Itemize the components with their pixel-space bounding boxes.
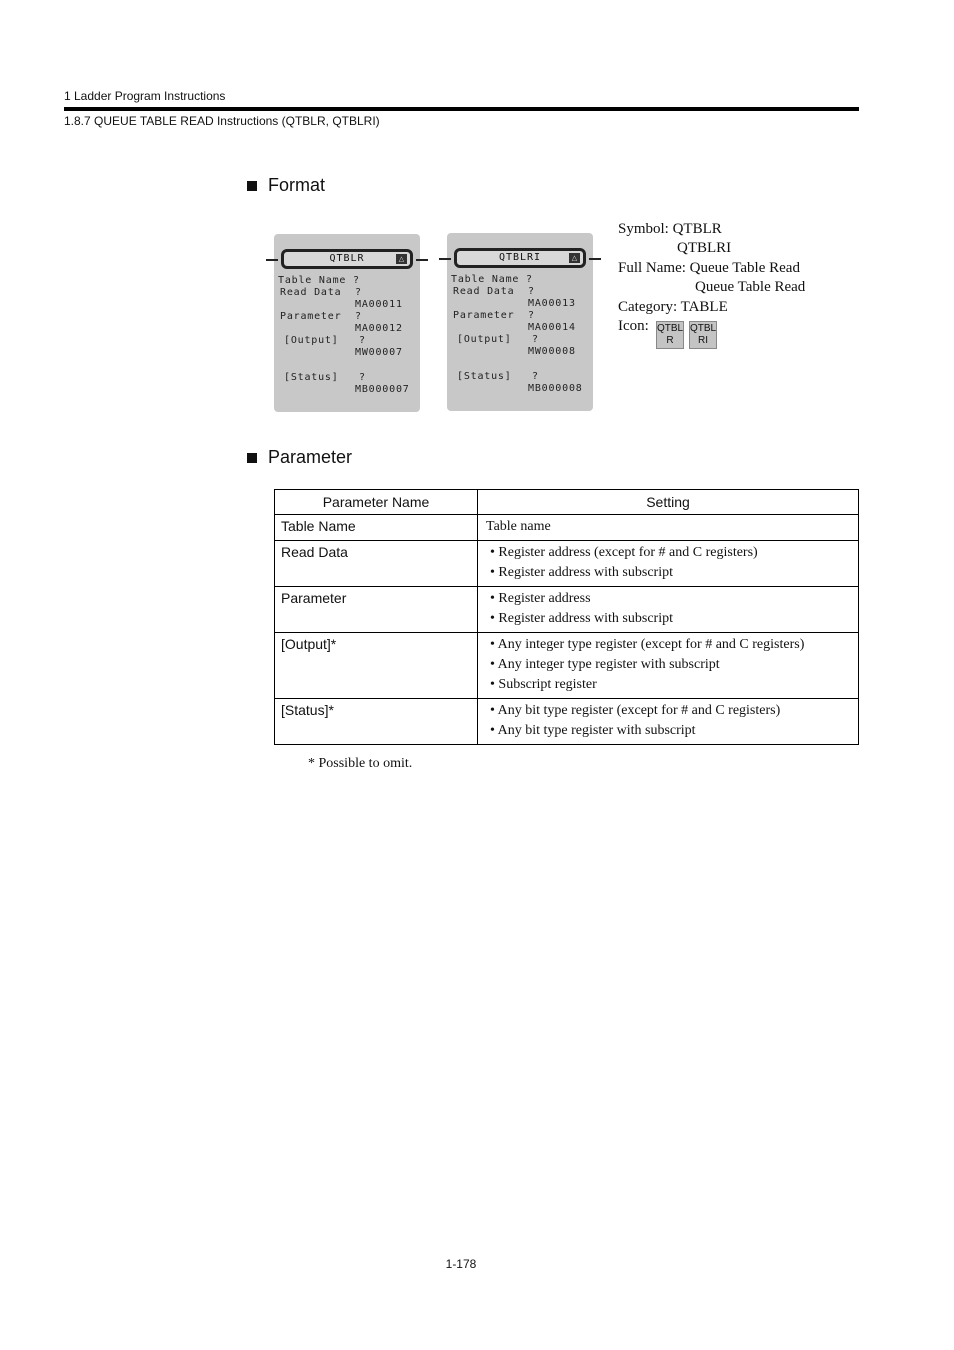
param-setting <box>478 587 859 633</box>
block-line: MA00014 <box>453 322 576 333</box>
table-row <box>275 515 859 541</box>
bullet-square-icon <box>247 181 257 191</box>
setting-item: Table name <box>486 519 551 534</box>
setting-item: • Register address <box>490 591 591 606</box>
block-line: [Output] ? <box>284 335 366 346</box>
qtblr-icon <box>656 321 684 349</box>
setting-item: • Register address (except for # and C registers) <box>490 545 758 560</box>
instruction-icons <box>656 321 717 349</box>
block-line: Table Name ? <box>278 275 360 286</box>
block-warning-icon: △ <box>569 253 580 263</box>
block-line: Parameter ? <box>280 311 362 322</box>
block-line: MA00013 <box>453 298 576 309</box>
param-name: Table Name <box>275 515 478 541</box>
param-name: Parameter <box>275 587 478 633</box>
footnote: * Possible to omit. <box>308 756 413 771</box>
block-line: MA00011 <box>280 299 403 310</box>
setting-item: • Any integer type register with subscript <box>490 657 720 672</box>
setting-item: • Subscript register <box>490 677 597 692</box>
format-heading-text: Format <box>268 175 326 195</box>
input-wire <box>439 258 451 260</box>
param-setting <box>478 699 859 745</box>
block-line: MA00012 <box>280 323 403 334</box>
table-row <box>275 699 859 745</box>
bullet-square-icon <box>247 453 257 463</box>
qtblri-icon-bottom: RI <box>698 335 708 346</box>
setting-item: • Any bit type register with subscript <box>490 723 696 738</box>
table-row <box>275 587 859 633</box>
chapter-header: 1 Ladder Program Instructions <box>64 89 226 103</box>
category-line: Category: TABLE <box>618 298 728 315</box>
param-name: [Status]* <box>275 699 478 745</box>
output-wire <box>589 258 601 260</box>
block-name: QTBLRI <box>498 252 542 263</box>
parameter-table <box>274 489 859 745</box>
setting-item: • Register address with subscript <box>490 611 673 626</box>
block-line: Read Data ? <box>280 287 362 298</box>
block-line: MW00008 <box>453 346 576 357</box>
table-row <box>275 633 859 699</box>
input-wire <box>266 259 278 261</box>
setting-item: • Register address with subscript <box>490 565 673 580</box>
format-heading <box>247 175 325 196</box>
block-line: MB000007 <box>280 384 410 395</box>
instruction-info <box>618 220 805 336</box>
column-header: Parameter Name <box>275 490 478 515</box>
param-setting <box>478 515 859 541</box>
param-setting <box>478 541 859 587</box>
block-name: QTBLR <box>329 253 365 264</box>
block-line: Table Name ? <box>451 274 533 285</box>
table-row <box>275 541 859 587</box>
param-setting <box>478 633 859 699</box>
qtblr-icon-top: QTBL <box>657 323 684 334</box>
parameter-heading-text: Parameter <box>268 447 353 467</box>
block-line: [Status] ? <box>457 371 539 382</box>
block-line: [Status] ? <box>284 372 366 383</box>
setting-item: • Any bit type register (except for # and C registers) <box>490 703 781 718</box>
icon-label: Icon: <box>618 318 649 335</box>
qtblri-icon-top: QTBL <box>690 323 717 334</box>
symbol-line-2: QTBLRI <box>677 240 732 257</box>
page-number: 1-178 <box>445 1257 477 1271</box>
fullname-line-2: Queue Table Read <box>695 279 806 296</box>
param-name: [Output]* <box>275 633 478 699</box>
qtblri-icon <box>689 321 717 349</box>
qtblr-block-diagram <box>274 234 420 412</box>
block-line: MW00007 <box>280 347 403 358</box>
symbol-line: Symbol: QTBLR <box>618 221 722 237</box>
block-line: MB000008 <box>453 383 583 394</box>
qtblri-block-diagram <box>447 233 593 411</box>
block-line: [Output] ? <box>457 334 539 345</box>
block-line: Read Data ? <box>453 286 535 297</box>
block-title-bar <box>454 248 586 268</box>
output-wire <box>416 259 428 261</box>
column-header: Setting <box>478 490 859 515</box>
parameter-heading <box>247 447 352 468</box>
block-warning-icon: △ <box>396 254 407 264</box>
qtblr-icon-bottom: R <box>666 335 674 346</box>
table-header-row <box>275 490 859 515</box>
fullname-line: Full Name: Queue Table Read <box>618 259 800 276</box>
param-name: Read Data <box>275 541 478 587</box>
header-rule <box>64 107 859 111</box>
section-header: 1.8.7 QUEUE TABLE READ Instructions (QTBLR, QTBLRI) <box>64 114 380 128</box>
setting-item: • Any integer type register (except for # and C registers) <box>490 637 805 652</box>
block-line: Parameter ? <box>453 310 535 321</box>
block-title-bar <box>281 249 413 269</box>
